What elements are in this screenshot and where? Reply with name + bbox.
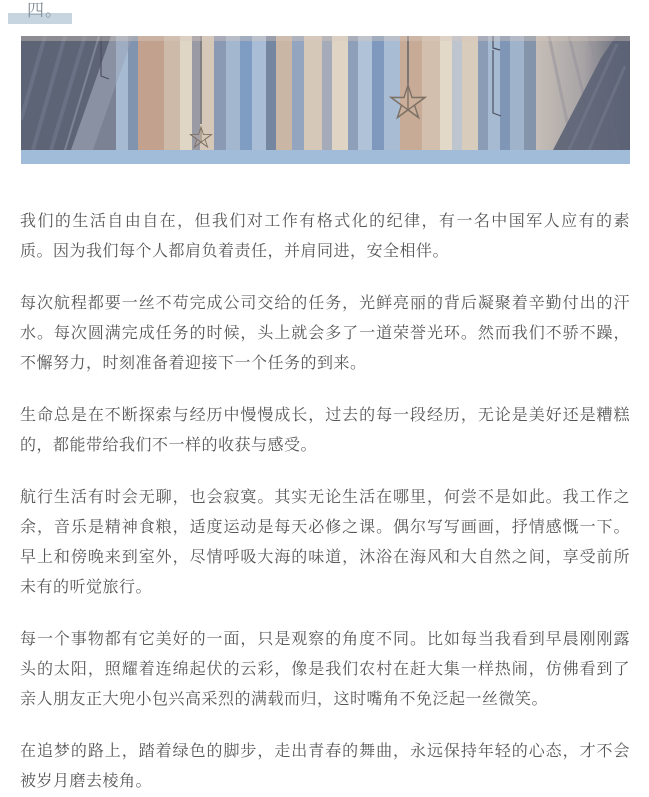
divider-bar	[21, 150, 630, 164]
paragraph-2: 每次航程都要一丝不苟完成公司交给的任务，光鲜亮丽的背后凝聚着辛勤付出的汗水。每次圆满完成任务的时候，头上就会多了一道荣誉光环。然而我们不骄不躁，不懈努力，时刻准备着迎接下一个任务的到来。	[20, 295, 630, 372]
hero-image-curtains-star-ornaments	[21, 36, 630, 150]
paragraph-1: 我们的生活自由自在，但我们对工作有格式化的纪律，有一名中国军人应有的素质。因为我们每个人都肩负着责任，并肩同进，安全相伴。	[20, 213, 630, 260]
paragraph-5: 每一个事物都有它美好的一面，只是观察的角度不同。比如每当我看到早晨刚刚露头的太阳，照耀着连绵起伏的云彩，像是我们农村在赶大集一样热闹，仿佛看到了亲人朋友正大兜小包兴高采烈的满载而归，这时嘴角不免泛起一丝微笑。	[20, 631, 630, 708]
curtains-stars-illustration	[21, 36, 630, 150]
paragraph-3: 生命总是在不断探索与经历中慢慢成长，过去的每一段经历，无论是美好还是糟糕的，都能带给我们不一样的收获与感受。	[20, 407, 630, 454]
section-number: 四。	[27, 1, 63, 20]
article-body	[0, 207, 649, 797]
section-header	[0, 0, 649, 26]
paragraph-4: 航行生活有时会无聊，也会寂寞。其实无论生活在哪里，何尝不是如此。我工作之余，音乐是精神食粮，适度运动是每天必修之课。偶尔写写画画，抒情感慨一下。早上和傍晚来到室外，尽情呼吸大海的味道，沐浴在海风和大自然之间，享受前所未有的听觉旅行。	[20, 489, 630, 596]
paragraph-6: 在追梦的路上，踏着绿色的脚步，走出青春的舞曲，永远保持年轻的心态，才不会被岁月磨去棱角。	[20, 743, 630, 790]
